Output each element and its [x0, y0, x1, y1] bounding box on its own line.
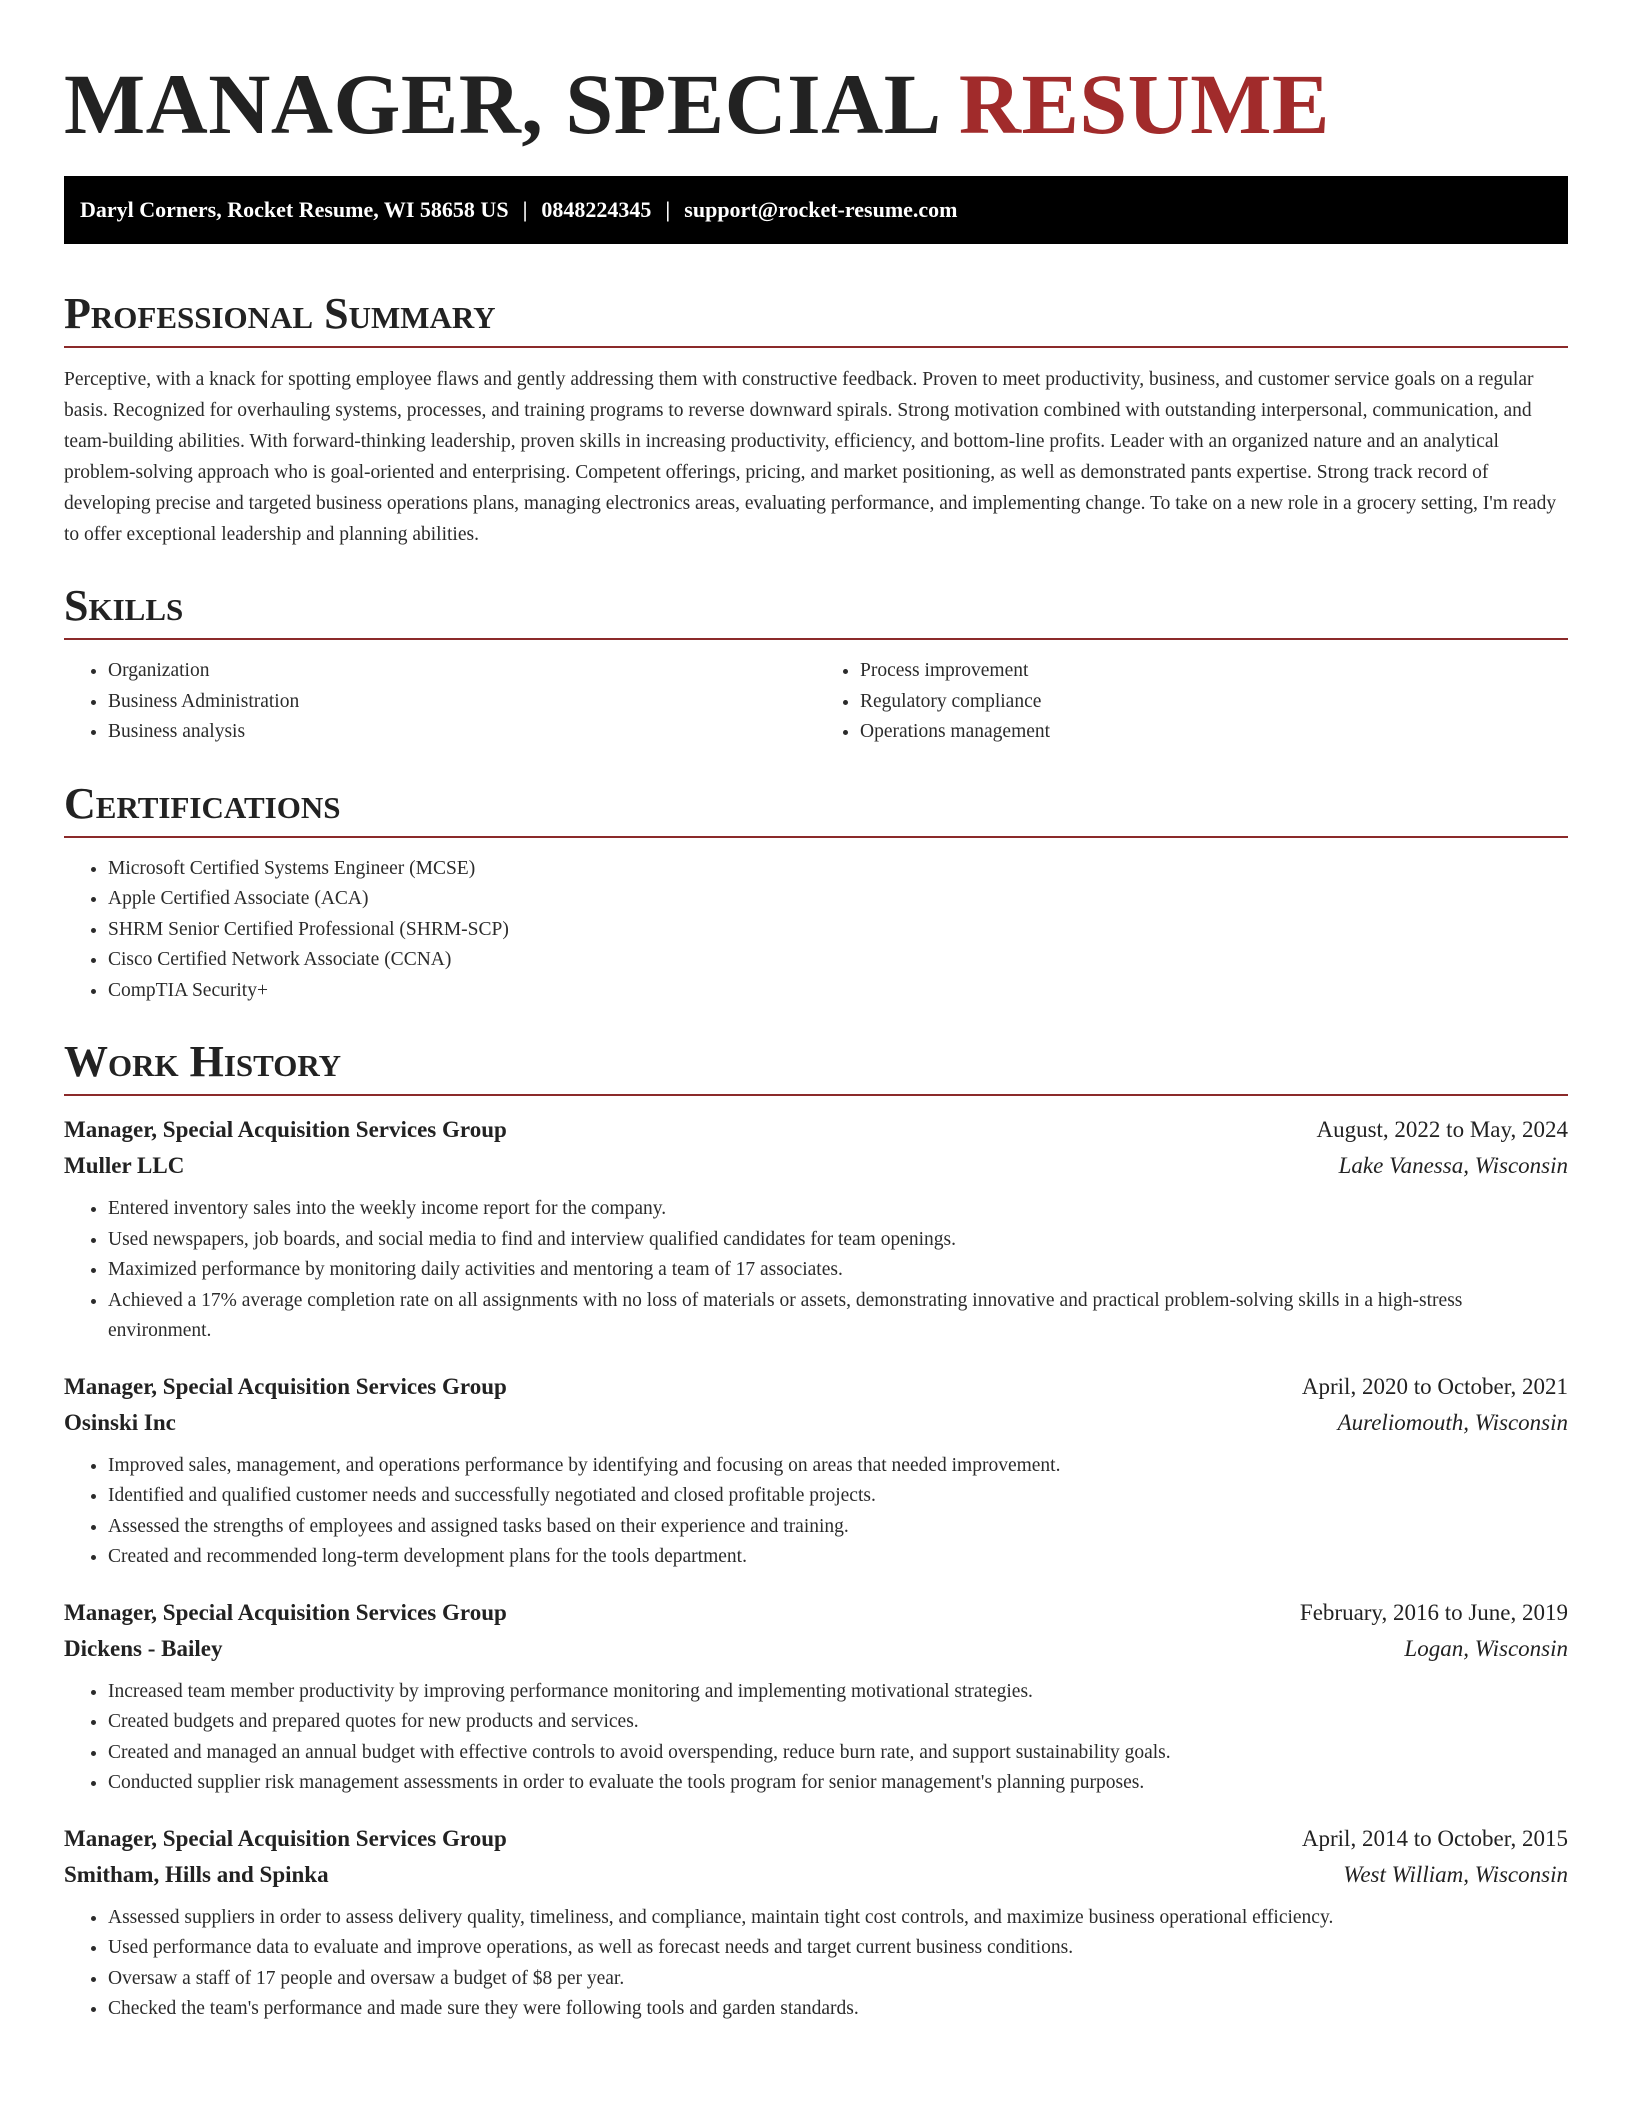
job-entry [64, 1821, 1568, 2025]
title-main: MANAGER, SPECIAL [64, 56, 937, 152]
list-item: • Business Administration [108, 687, 816, 718]
list-item: • Used performance data to evaluate and improve operations, as well as forecast needs and target current business conditions. [108, 1933, 1568, 1964]
list-item: • Entered inventory sales into the weekly income report for the company. [108, 1194, 1568, 1225]
list-item: • Operations management [860, 717, 1568, 748]
job-dates: February, 2016 to June, 2019 [1299, 1599, 1568, 1625]
contact-email: support@rocket-resume.com [684, 197, 958, 222]
job-dates: April, 2014 to October, 2015 [1301, 1825, 1568, 1851]
resume-title [64, 56, 1568, 152]
job-company: Osinski Inc [64, 1409, 176, 1435]
job-title: Manager, Special Acquisition Services Group [64, 1117, 507, 1142]
job-bullets [64, 1903, 1568, 2025]
job-title: Manager, Special Acquisition Services Group [64, 1825, 507, 1851]
section-divider [64, 1094, 1568, 1096]
job-entry [64, 1595, 1568, 1799]
list-item: • Regulatory compliance [860, 687, 1568, 718]
contact-address: Daryl Corners, Rocket Resume, WI 58658 US [80, 197, 509, 222]
skills-list-right [816, 656, 1568, 748]
list-item: • Used newspapers, job boards, and social media to find and interview qualified candidates for team openings. [108, 1225, 1568, 1256]
section-divider [64, 346, 1568, 348]
list-item: • CompTIA Security+ [108, 976, 1568, 1007]
job-dates: April, 2020 to October, 2021 [1301, 1373, 1568, 1399]
list-item: • Created and recommended long-term development plans for the tools department. [108, 1542, 1568, 1573]
list-item: • Increased team member productivity by improving performance monitoring and implementing motivational strategies. [108, 1677, 1568, 1708]
title-accent: RESUME [958, 56, 1330, 152]
list-item: • Assessed the strengths of employees and assigned tasks based on their experience and training. [108, 1512, 1568, 1543]
list-item: • Identified and qualified customer needs and successfully negotiated and closed profitable projects. [108, 1481, 1568, 1512]
job-dates: August, 2022 to May, 2024 [1316, 1117, 1568, 1142]
list-item: • Created budgets and prepared quotes for new products and services. [108, 1707, 1568, 1738]
list-item: • Cisco Certified Network Associate (CCNA) [108, 945, 1568, 976]
list-item: • Microsoft Certified Systems Engineer (MCSE) [108, 854, 1568, 885]
list-item: • Oversaw a staff of 17 people and oversaw a budget of $8 per year. [108, 1964, 1568, 1995]
certifications-list [64, 854, 1568, 1007]
section-heading-work: Work History [64, 1037, 342, 1086]
job-location: Aureliomouth, Wisconsin [1337, 1409, 1568, 1435]
job-company: Dickens - Bailey [64, 1635, 223, 1661]
list-item: • Improved sales, management, and operations performance by identifying and focusing on areas that needed improvement. [108, 1451, 1568, 1482]
list-item: • Assessed suppliers in order to assess delivery quality, timeliness, and compliance, maintain tight cost controls, and maximize business operational efficiency. [108, 1903, 1568, 1934]
list-item: • Conducted supplier risk management assessments in order to evaluate the tools program for senior management's planning purposes. [108, 1768, 1568, 1799]
skills-section [64, 580, 1568, 748]
section-divider [64, 836, 1568, 838]
contact-phone: 0848224345 [541, 197, 652, 222]
job-entry [64, 1112, 1568, 1347]
job-location: Lake Vanessa, Wisconsin [1338, 1153, 1568, 1178]
job-bullets [64, 1677, 1568, 1799]
list-item: • Apple Certified Associate (ACA) [108, 884, 1568, 915]
section-heading-skills: Skills [64, 581, 184, 630]
list-item: • SHRM Senior Certified Professional (SHRM-SCP) [108, 915, 1568, 946]
section-heading-certifications: Certifications [64, 778, 341, 828]
skills-grid [64, 656, 1568, 748]
job-bullets [64, 1194, 1568, 1347]
contact-bar [64, 176, 1568, 244]
section-heading-summary: Professional Summary [64, 289, 496, 338]
list-item: • Process improvement [860, 656, 1568, 687]
list-item: • Organization [108, 656, 816, 687]
work-section [64, 1036, 1568, 2025]
list-item: • Maximized performance by monitoring daily activities and mentoring a team of 17 associates. [108, 1255, 1568, 1286]
job-entry [64, 1369, 1568, 1573]
contact-separator: | [665, 197, 671, 222]
job-location: Logan, Wisconsin [1404, 1635, 1568, 1661]
job-bullets [64, 1451, 1568, 1573]
contact-separator: | [522, 197, 528, 222]
job-company: Smitham, Hills and Spinka [64, 1861, 329, 1887]
job-location: West William, Wisconsin [1343, 1861, 1568, 1887]
list-item: • Created and managed an annual budget with effective controls to avoid overspending, reduce burn rate, and support sustainability goals. [108, 1738, 1568, 1769]
job-company: Muller LLC [64, 1153, 185, 1178]
skills-list-left [64, 656, 816, 748]
list-item: • Business analysis [108, 717, 816, 748]
summary-section [64, 288, 1568, 550]
job-title: Manager, Special Acquisition Services Group [64, 1373, 507, 1399]
resume-page [64, 0, 1568, 2025]
list-item: • Checked the team's performance and made sure they were following tools and garden standards. [108, 1994, 1568, 2025]
list-item: • Achieved a 17% average completion rate on all assignments with no loss of materials or assets, demonstrating innovative and practical problem-solving skills in a high-stress environment. [108, 1286, 1568, 1347]
certifications-section [64, 778, 1568, 1007]
summary-text: Perceptive, with a knack for spotting employee flaws and gently addressing them with constructive feedback. Proven to meet productivity, business, and customer service goals on a regular basis. Recognized for overhauling systems, processes, and training programs to reverse downward spirals. Strong motivation combined with outstanding interpersonal, communication, and team-building abilities. With forward-thinking leadership, proven skills in increasing productivity, efficiency, and bottom-line profits. Leader with an organized nature and an analytical problem-solving approach who is goal-oriented and enterprising. Competent offerings, pricing, and market positioning, as well as demonstrated pants expertise. Strong track record of developing precise and targeted business operations plans, managing electronics areas, evaluating performance, and implementing change. To take on a new role in a grocery setting, I'm ready to offer exceptional leadership and planning abilities. [64, 369, 1557, 545]
job-title: Manager, Special Acquisition Services Group [64, 1599, 507, 1625]
section-divider [64, 638, 1568, 640]
